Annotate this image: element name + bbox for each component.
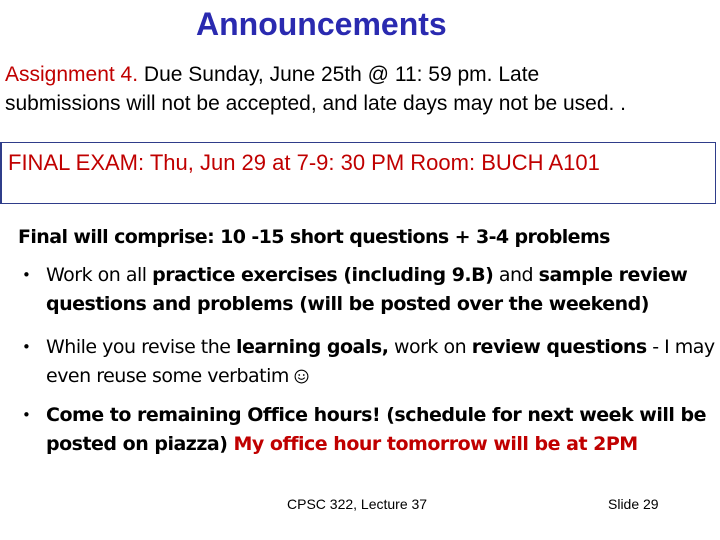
bullet-dot: •: [22, 406, 31, 424]
bullet-text: While you revise the: [46, 336, 237, 358]
bullet-text: Work on all: [46, 264, 153, 286]
list-item: [22, 333, 716, 391]
bullet-bold: practice exercises (including 9.B): [152, 264, 494, 286]
final-comprise-heading: Final will comprise: 10 -15 short questions + 3-4 problems: [18, 226, 610, 248]
bullet-text: and: [493, 264, 539, 286]
assignment-text-line1: Due Sunday, June 25th @ 11: 59 pm. Late: [138, 63, 540, 86]
footer-course: CPSC 322, Lecture 37: [287, 496, 428, 512]
bullet-bold: Come to remaining Office hours! (schedule for next week will be posted on piazza): [46, 404, 706, 455]
bullet-text: - I may even reuse some verbatim: [46, 336, 715, 387]
bullet-bold: learning goals,: [236, 336, 389, 358]
bullet-bold: review questions: [471, 336, 647, 358]
assignment-label: Assignment 4.: [5, 63, 139, 86]
final-exam-text: FINAL EXAM: Thu, Jun 29 at 7-9: 30 PM Room: BUCH A101: [8, 150, 600, 175]
list-item: [22, 261, 716, 319]
bullet-text: work on: [388, 336, 472, 358]
list-item: [22, 401, 716, 459]
smiley-icon: [294, 369, 309, 384]
footer-slide-number: Slide 29: [608, 496, 659, 512]
bullet-dot: •: [22, 266, 31, 284]
office-hour-note: My office hour tomorrow will be at 2PM: [227, 433, 638, 455]
slide-title: Announcements: [196, 6, 447, 42]
bullet-bold: sample review questions and problems (will be posted over the weekend): [46, 264, 688, 315]
assignment-announcement: [5, 60, 717, 118]
bullet-dot: •: [22, 338, 31, 356]
assignment-text-line2: submissions will not be accepted, and late days may not be used. .: [5, 92, 627, 115]
